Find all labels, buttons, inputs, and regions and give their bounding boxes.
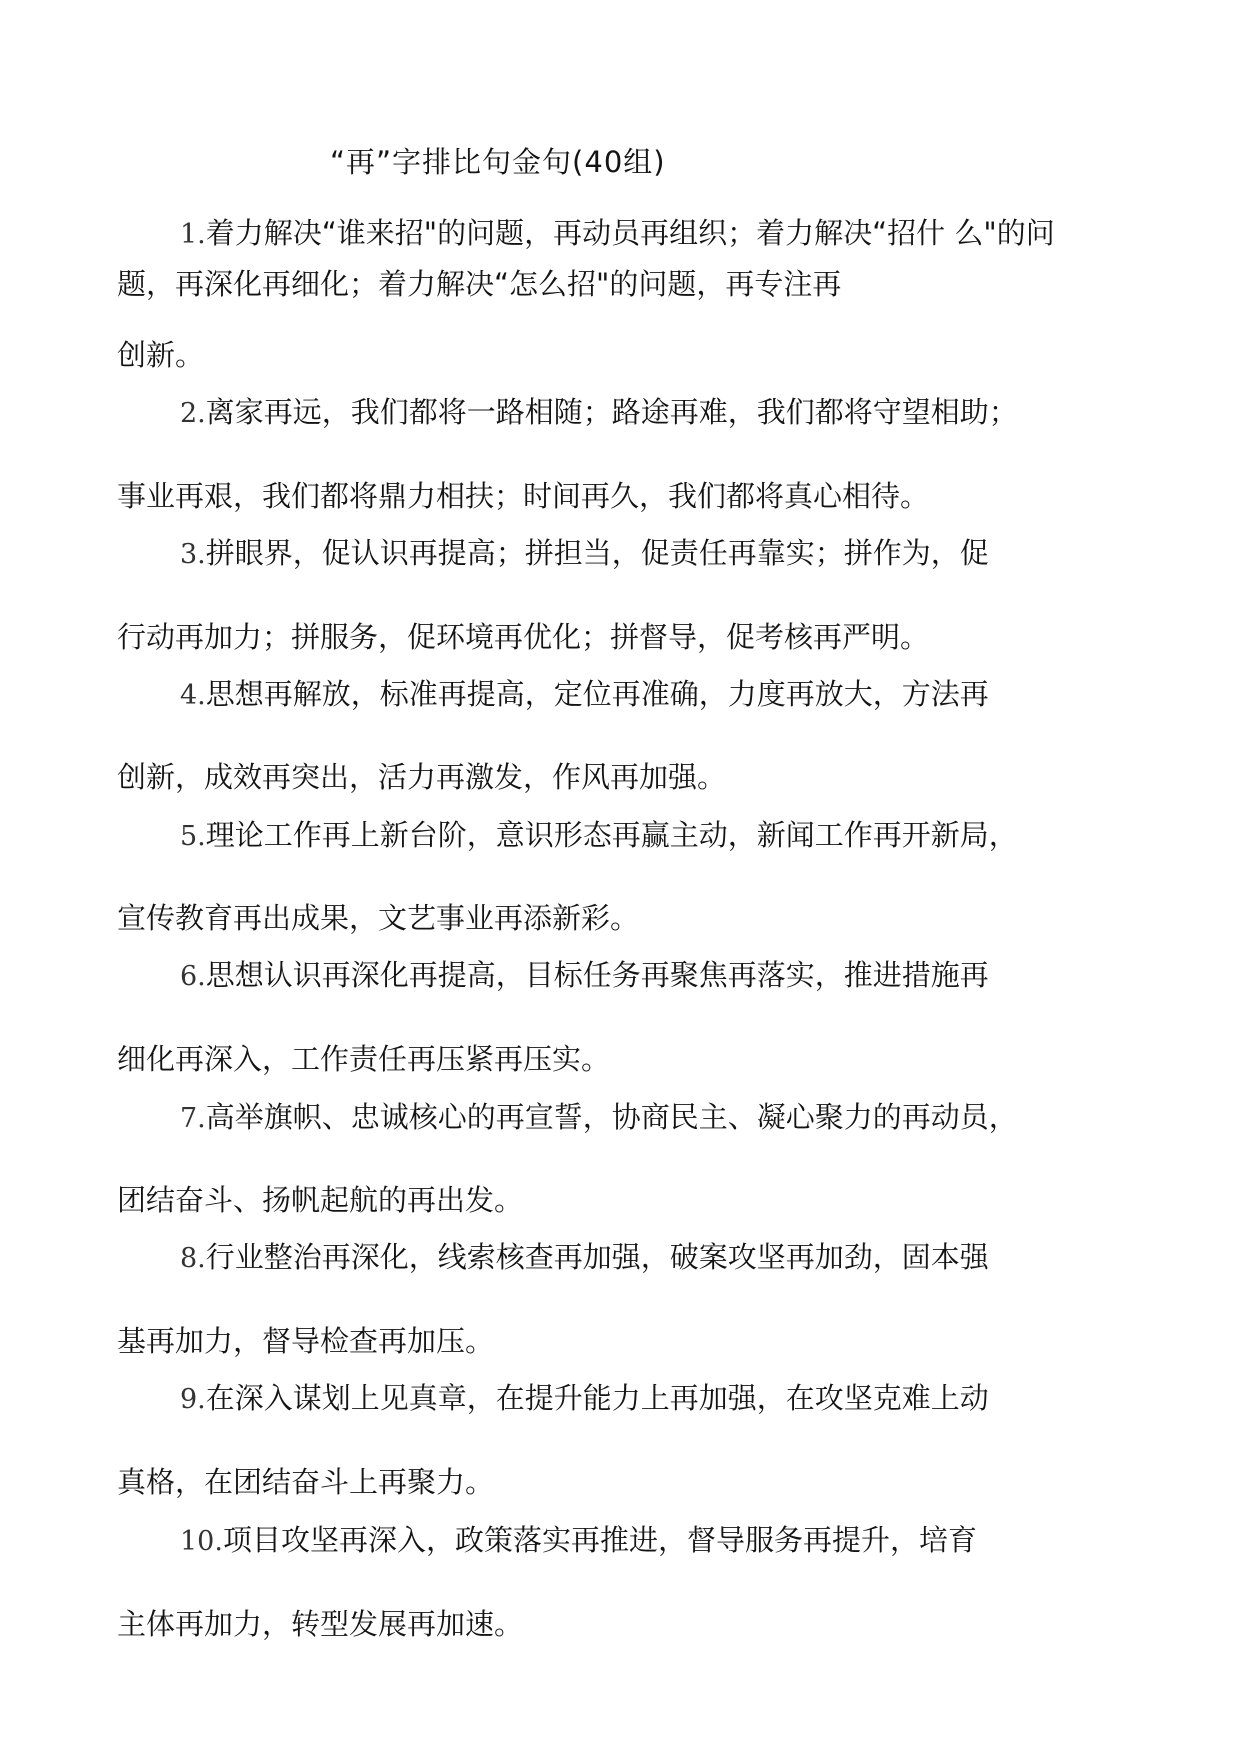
item-8-line-2: 基再加力，督导检查再加压。 [117,1324,495,1358]
item-9-line-1 [180,1378,989,1420]
item-number: 3. [180,539,206,570]
item-number: 10. [180,1526,223,1557]
item-7-line-1 [180,1097,1018,1139]
item-number: 9. [180,1384,206,1415]
item-number: 5. [180,821,206,852]
item-1-line-3: 创新。 [117,338,205,372]
item-text: 着力解决“谁来招"的问题，再动员再组织；着力解决“招什 么"的问 [205,216,1055,250]
item-text: 高举旗帜、忠诚核心的再宣誓，协商民主、凝心聚力的再动员， [205,1100,1018,1134]
item-number: 7. [180,1103,206,1134]
item-5-line-1 [180,815,1018,857]
item-7-line-2: 团结奋斗、扬帆起航的再出发。 [117,1183,524,1217]
item-10-line-2: 主体再加力，转型发展再加速。 [117,1607,524,1641]
item-text: 行业整治再深化，线索核查再加强，破案攻坚再加劲，固本强 [205,1240,989,1274]
item-6-line-2: 细化再深入，工作责任再压紧再压实。 [117,1042,611,1076]
item-number: 4. [180,680,206,711]
item-8-line-1 [180,1237,989,1279]
item-10-line-1 [180,1520,977,1562]
item-number: 2. [180,398,206,429]
item-number: 1. [180,219,206,250]
item-9-line-2: 真格，在团结奋斗上再聚力。 [117,1465,495,1499]
item-text: 项目攻坚再深入，政策落实再推进，督导服务再提升，培育 [222,1523,977,1557]
document-title: “再”字排比句金句(40组) [330,145,666,179]
item-text: 离家再远，我们都将一路相随；路途再难，我们都将守望相助； [205,395,1018,429]
item-text: 在深入谋划上见真章，在提升能力上再加强，在攻坚克难上动 [205,1381,989,1415]
item-6-line-1 [180,955,989,997]
item-2-line-1 [180,392,1018,434]
item-text: 思想认识再深化再提高，目标任务再聚焦再落实，推进措施再 [205,958,989,992]
item-text: 理论工作再上新台阶，意识形态再赢主动，新闻工作再开新局， [205,818,1018,852]
item-text: 拼眼界，促认识再提高；拼担当，促责任再靠实；拼作为，促 [205,536,989,570]
item-1-line-2: 题，再深化再细化；着力解决“怎么招"的问题，再专注再 [117,267,842,301]
item-number: 6. [180,961,206,992]
item-2-line-2: 事业再艰，我们都将鼎力相扶；时间再久，我们都将真心相待。 [117,479,930,513]
item-4-line-1 [180,674,989,716]
item-5-line-2: 宣传教育再出成果，文艺事业再添新彩。 [117,901,640,935]
item-3-line-2: 行动再加力；拼服务，促环境再优化；拼督导，促考核再严明。 [117,620,930,654]
item-number: 8. [180,1243,206,1274]
item-4-line-2: 创新，成效再突出，活力再激发，作风再加强。 [117,760,727,794]
item-3-line-1 [180,533,989,575]
item-text: 思想再解放，标准再提高，定位再准确，力度再放大，方法再 [205,677,989,711]
item-1-line-1 [180,213,1055,255]
